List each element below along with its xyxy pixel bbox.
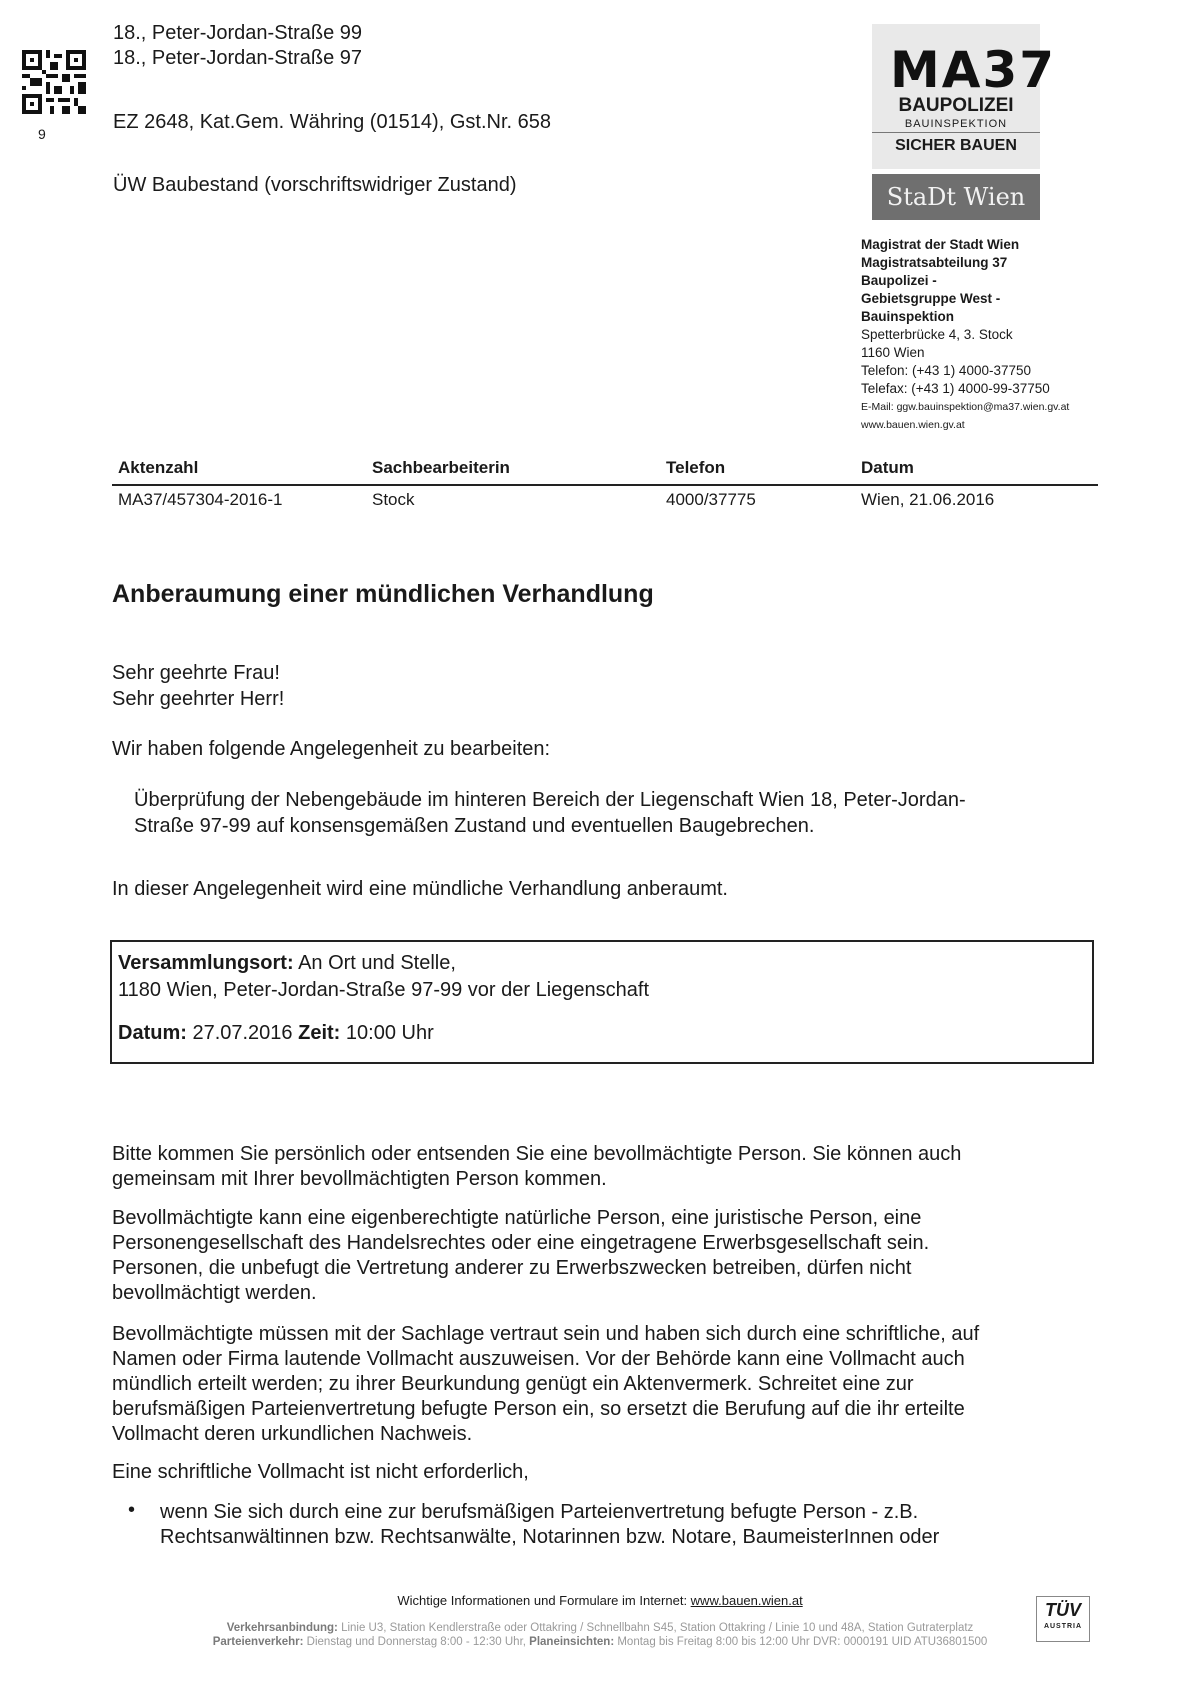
paragraph-2 (112, 1206, 1092, 1306)
paragraph-3-line: Namen oder Firma lautende Vollmacht auszuweisen. Vor der Behörde kann eine Vollmacht auch (112, 1348, 965, 1370)
authority-street: Spetterbrücke 4, 3. Stock (861, 327, 1013, 342)
matter-line-2: Straße 97-99 auf konsensgemäßen Zustand und eventuellen Baugebrechen. (134, 815, 815, 837)
paragraph-2-line: Personengesellschaft des Handelsrechtes oder eine eingetragene Erwerbsgesellschaft sein. (112, 1232, 930, 1254)
paragraph-2-line: Bevollmächtigte kann eine eigenberechtigte natürliche Person, eine juristische Person, eine (112, 1207, 922, 1229)
footer-hours (0, 1636, 1200, 1648)
reference-header-row (112, 454, 1098, 486)
stadt-wien-logo: StaDt Wien (872, 174, 1040, 220)
qr-code-icon (22, 50, 86, 114)
authority-line: Bauinspektion (861, 309, 955, 324)
announcement-text: In dieser Angelegenheit wird eine mündliche Verhandlung anberaumt. (112, 878, 728, 900)
qr-page-number: 9 (38, 126, 46, 142)
footer-info-text: Wichtige Informationen und Formulare im Internet: (397, 1593, 691, 1608)
paragraph-3-line: Vollmacht deren urkundlichen Nachweis. (112, 1423, 473, 1445)
footer-transit (0, 1622, 1200, 1634)
bullet-line-2: Rechtsanwältinnen bzw. Rechtsanwälte, Notarinnen bzw. Notare, BaumeisterInnen oder (160, 1526, 940, 1548)
subject-line: ÜW Baubestand (vorschriftswidriger Zustand) (113, 174, 517, 196)
authority-line: Magistratsabteilung 37 (861, 255, 1008, 270)
meeting-date-value: 27.07.2016 (192, 1022, 293, 1044)
paragraph-3-line: mündlich erteilt werden; zu ihrer Beurkundung genügt ein Aktenvermerk. Schreitet eine zur (112, 1373, 914, 1395)
paragraph-4: Eine schriftliche Vollmacht ist nicht erforderlich, (112, 1461, 529, 1483)
ref-header-sachbearbeiterin: Sachbearbeiterin (372, 458, 510, 477)
ref-value-telefon: 4000/37775 (666, 490, 756, 509)
tuv-austria-logo (1036, 1596, 1090, 1642)
paragraph-1-line-2: gemeinsam mit Ihrer bevollmächtigten Person kommen. (112, 1168, 607, 1190)
paragraph-3 (112, 1322, 1092, 1447)
authority-address-block (861, 236, 1069, 434)
meeting-place-line (118, 952, 456, 975)
ma37-logo (872, 24, 1057, 220)
authority-line: Baupolizei - (861, 273, 937, 288)
authority-line: Magistrat der Stadt Wien (861, 237, 1020, 252)
logo-bauinspektion: BAUINSPEKTION (904, 118, 1008, 130)
paragraph-2-line: Personen, die unbefugt die Vertretung anderer zu Erwerbszwecken betreiben, dürfen nicht (112, 1257, 912, 1279)
salutation-2: Sehr geehrter Herr! (112, 688, 285, 710)
address-line-2: 18., Peter-Jordan-Straße 97 (113, 47, 363, 69)
paragraph-3-line: Bevollmächtigte müssen mit der Sachlage vertraut sein und haben sich durch eine schriftliche, auf (112, 1323, 980, 1345)
authority-city: 1160 Wien (861, 345, 925, 360)
footer-transit-label: Verkehrsanbindung: (226, 1622, 338, 1634)
paragraph-3-line: berufsmäßigen Parteienvertretung befugte Person ein, so ersetzt die Berufung auf die ihr erteilte (112, 1398, 965, 1420)
meeting-details-box (110, 940, 1094, 1064)
footer-info (0, 1593, 1200, 1608)
authority-phone: Telefon: (+43 1) 4000-37750 (861, 363, 1032, 378)
logo-baupolizei: BAUPOLIZEI (898, 95, 1014, 116)
meeting-place-value: An Ort und Stelle, (298, 952, 456, 974)
ref-value-datum: Wien, 21.06.2016 (861, 490, 995, 509)
bullet-line-1: wenn Sie sich durch eine zur berufsmäßigen Parteienvertretung befugte Person - z.B. (160, 1501, 919, 1523)
cadastral-line: EZ 2648, Kat.Gem. Währing (01514), Gst.Nr. 658 (113, 111, 551, 133)
reference-value-row (112, 486, 1098, 516)
meeting-datetime-line (118, 1022, 434, 1045)
footer-info-link[interactable]: www.bauen.wien.at (690, 1593, 803, 1608)
footer (0, 1593, 1200, 1648)
salutation-1: Sehr geehrte Frau! (112, 662, 280, 684)
footer-plan-label: Planeinsichten: (529, 1636, 615, 1648)
page-title: Anberaumung einer mündlichen Verhandlung (112, 580, 654, 608)
logo-sicher-bauen: SICHER BAUEN (872, 132, 1040, 155)
authority-email: E-Mail: ggw.bauinspektion@ma37.wien.gv.at (861, 401, 1070, 413)
ref-value-sachbearbeiterin: Stock (372, 490, 415, 509)
meeting-time-label: Zeit: (298, 1022, 341, 1044)
paragraph-2-line: bevollmächtigt werden. (112, 1282, 317, 1304)
meeting-address: 1180 Wien, Peter-Jordan-Straße 97-99 vor der Liegenschaft (118, 979, 650, 1001)
ref-value-aktenzahl: MA37/457304-2016-1 (118, 490, 283, 509)
ref-header-datum: Datum (861, 458, 914, 477)
address-line-1: 18., Peter-Jordan-Straße 99 (113, 22, 363, 44)
intro-text: Wir haben folgende Angelegenheit zu bearbeiten: (112, 738, 551, 760)
tuv-logo-text: TÜV (1045, 1600, 1081, 1620)
footer-hours-text: Dienstag und Donnerstag 8:00 - 12:30 Uhr, (303, 1636, 530, 1648)
authority-fax: Telefax: (+43 1) 4000-99-37750 (861, 381, 1050, 396)
tuv-logo-subtext: AUSTRIA (1043, 1623, 1083, 1630)
meeting-place-label: Versammlungsort: (118, 952, 294, 974)
footer-transit-text: Linie U3, Station Kendlerstraße oder Ottakring / Schnellbahn S45, Station Ottakring / Linie 10 und 48A, Station Gutraterplatz (337, 1622, 974, 1634)
meeting-date-label: Datum: (118, 1022, 187, 1044)
meeting-time-value: 10:00 Uhr (345, 1022, 434, 1044)
authority-line: Gebietsgruppe West - (861, 291, 1001, 306)
authority-web: www.bauen.wien.gv.at (861, 419, 965, 431)
bullet-icon: • (128, 1499, 136, 1521)
ref-header-telefon: Telefon (666, 458, 726, 477)
ma37-mark: MA37 (890, 41, 1057, 99)
footer-plan-text: Montag bis Freitag 8:00 bis 12:00 Uhr DVR: 0000191 UID ATU36801500 (614, 1636, 988, 1648)
reference-table (112, 454, 1098, 516)
ref-header-aktenzahl: Aktenzahl (118, 458, 199, 477)
paragraph-1-line-1: Bitte kommen Sie persönlich oder entsenden Sie eine bevollmächtigte Person. Sie können auch (112, 1143, 962, 1165)
matter-line-1: Überprüfung der Nebengebäude im hinteren Bereich der Liegenschaft Wien 18, Peter-Jordan- (134, 789, 966, 811)
footer-hours-label: Parteienverkehr: (212, 1636, 304, 1648)
